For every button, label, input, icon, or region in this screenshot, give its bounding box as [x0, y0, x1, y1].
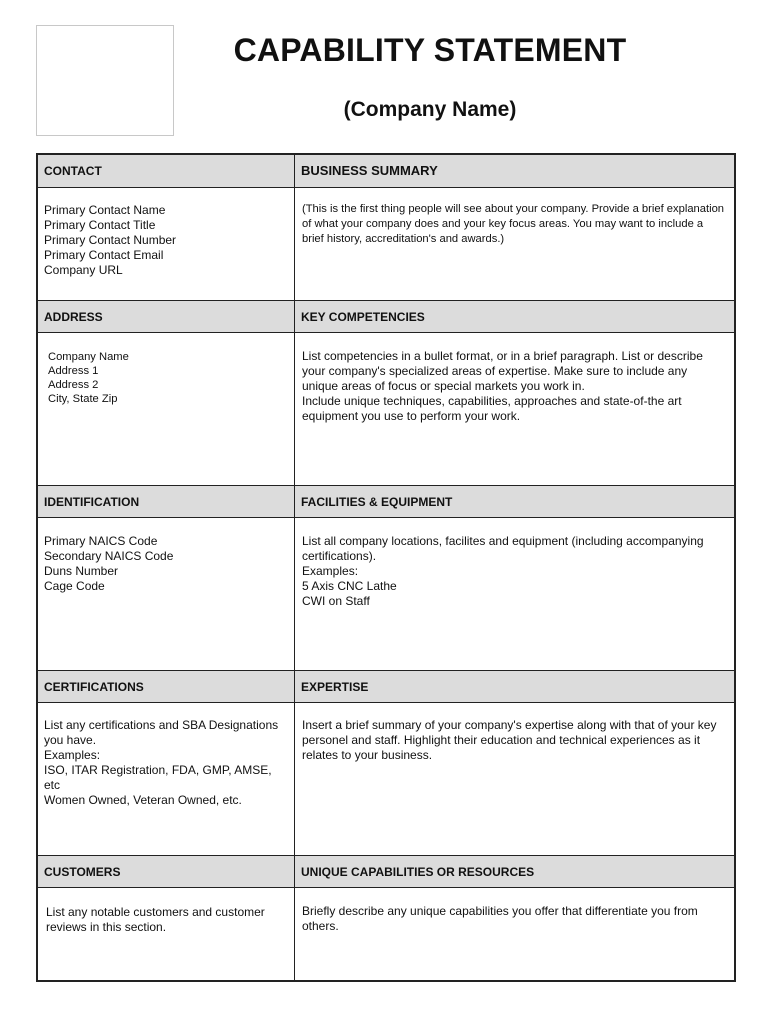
company-name-subtitle: (Company Name) [343, 98, 517, 121]
facilities-equipment-header: FACILITIES & EQUIPMENT [295, 485, 734, 518]
business-summary-body: (This is the first thing people will see about your company. Provide a brief explanation of what your company does and your key focus areas. You may want to include a brief history, accreditation's and awards.) [302, 203, 725, 245]
logo-placeholder [36, 25, 174, 136]
unique-capabilities-header: UNIQUE CAPABILITIES OR RESOURCES [295, 855, 734, 888]
page-title: CAPABILITY STATEMENT [233, 32, 627, 68]
section-certifications [38, 670, 734, 855]
unique-capabilities-body: Briefly describe any unique capabilities you offer that differentiate you from others. [302, 904, 698, 933]
address-header: ADDRESS [38, 300, 294, 333]
key-competencies-body: List competencies in a bullet format, or in a brief paragraph. List or describe your company's specialized areas of expertise. Make sure to include any unique areas of focus or special markets you work in. Include unique techniques, capabilities, approaches and state-of-the art equipment you use to perform your work. [302, 349, 703, 423]
certifications-header: CERTIFICATIONS [38, 670, 294, 703]
key-competencies-header: KEY COMPETENCIES [295, 300, 734, 333]
section-contact [38, 155, 734, 300]
expertise-header: EXPERTISE [295, 670, 734, 703]
customers-body: List any notable customers and customer reviews in this section. [46, 905, 265, 934]
expertise-body: Insert a brief summary of your company's expertise along with that of your key personel and staff. Highlight their education and technical experiences as it relates to your business. [302, 718, 717, 762]
business-summary-header: BUSINESS SUMMARY [295, 155, 734, 188]
facilities-equipment-body: List all company locations, facilites and equipment (including accompanying certifications). Examples: 5 Axis CNC Lathe CWI on Staff [302, 534, 704, 608]
section-identification [38, 485, 734, 670]
contact-body: Primary Contact Name Primary Contact Title Primary Contact Number Primary Contact Email Company URL [44, 203, 177, 277]
identification-header: IDENTIFICATION [38, 485, 294, 518]
address-body: Company Name Address 1 Address 2 City, State Zip [48, 351, 129, 405]
certifications-body: List any certifications and SBA Designations you have. Examples: ISO, ITAR Registration, FDA, GMP, AMSE, etc Women Owned, Veteran Owned, etc. [44, 718, 279, 807]
contact-header: CONTACT [38, 155, 294, 188]
section-customers [38, 855, 734, 980]
customers-header: CUSTOMERS [38, 855, 294, 888]
identification-body: Primary NAICS Code Secondary NAICS Code Duns Number Cage Code [44, 534, 174, 593]
capability-table [36, 153, 736, 982]
section-address [38, 300, 734, 485]
